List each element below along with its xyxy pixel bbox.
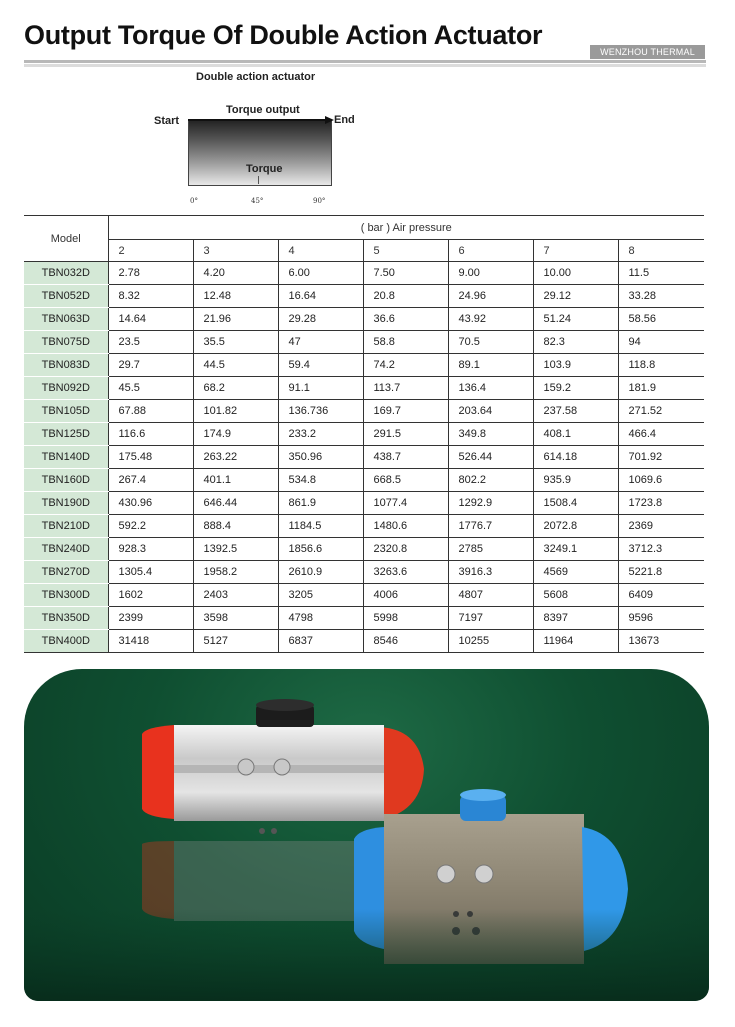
torque-value-cell: 23.5 <box>108 331 193 354</box>
table-row <box>24 354 704 377</box>
pressure-col-header: 2 <box>108 240 193 262</box>
torque-value-cell: 89.1 <box>448 354 533 377</box>
diagram-torque-tick <box>258 176 259 184</box>
diagram-start-label: Start <box>154 115 180 127</box>
torque-value-cell: 401.1 <box>193 469 278 492</box>
torque-value-cell: 7197 <box>448 607 533 630</box>
actuators-illustration <box>24 669 709 1001</box>
torque-value-cell: 267.4 <box>108 469 193 492</box>
header-rule <box>24 60 706 63</box>
model-cell: TBN210D <box>24 515 108 538</box>
torque-value-cell: 43.92 <box>448 308 533 331</box>
torque-value-cell: 24.96 <box>448 285 533 308</box>
table-row <box>24 377 704 400</box>
torque-value-cell: 438.7 <box>363 446 448 469</box>
diagram-torque-label: Torque <box>246 163 283 175</box>
torque-value-cell: 29.28 <box>278 308 363 331</box>
torque-value-cell: 3205 <box>278 584 363 607</box>
model-cell: TBN240D <box>24 538 108 561</box>
diagram-end-label: End <box>334 114 355 126</box>
torque-value-cell: 1480.6 <box>363 515 448 538</box>
torque-value-cell: 861.9 <box>278 492 363 515</box>
torque-value-cell: 31418 <box>108 630 193 653</box>
torque-value-cell: 58.8 <box>363 331 448 354</box>
torque-value-cell: 2399 <box>108 607 193 630</box>
torque-value-cell: 408.1 <box>533 423 618 446</box>
torque-value-cell: 29.7 <box>108 354 193 377</box>
diagram-output-label: Torque output <box>226 104 300 116</box>
pressure-header: ( bar ) Air pressure <box>108 216 704 240</box>
torque-value-cell: 4.20 <box>193 262 278 285</box>
torque-value-cell: 159.2 <box>533 377 618 400</box>
torque-value-cell: 4807 <box>448 584 533 607</box>
torque-value-cell: 174.9 <box>193 423 278 446</box>
table-row <box>24 561 704 584</box>
table-row <box>24 308 704 331</box>
pressure-col-header: 4 <box>278 240 363 262</box>
torque-value-cell: 701.92 <box>618 446 704 469</box>
diagram-title: Double action actuator <box>196 71 316 83</box>
torque-value-cell: 614.18 <box>533 446 618 469</box>
torque-value-cell: 5998 <box>363 607 448 630</box>
model-cell: TBN125D <box>24 423 108 446</box>
torque-value-cell: 4569 <box>533 561 618 584</box>
model-cell: TBN063D <box>24 308 108 331</box>
torque-value-cell: 14.64 <box>108 308 193 331</box>
torque-value-cell: 10255 <box>448 630 533 653</box>
torque-value-cell: 113.7 <box>363 377 448 400</box>
torque-value-cell: 3598 <box>193 607 278 630</box>
pressure-col-header: 6 <box>448 240 533 262</box>
torque-value-cell: 12.48 <box>193 285 278 308</box>
torque-value-cell: 466.4 <box>618 423 704 446</box>
torque-value-cell: 68.2 <box>193 377 278 400</box>
product-photo <box>24 669 709 1001</box>
torque-value-cell: 136.736 <box>278 400 363 423</box>
table-row <box>24 515 704 538</box>
torque-value-cell: 646.44 <box>193 492 278 515</box>
torque-value-cell: 1856.6 <box>278 538 363 561</box>
table-row <box>24 262 704 285</box>
torque-value-cell: 1602 <box>108 584 193 607</box>
torque-value-cell: 928.3 <box>108 538 193 561</box>
torque-value-cell: 169.7 <box>363 400 448 423</box>
model-cell: TBN350D <box>24 607 108 630</box>
torque-value-cell: 21.96 <box>193 308 278 331</box>
table-row <box>24 607 704 630</box>
torque-value-cell: 8397 <box>533 607 618 630</box>
torque-value-cell: 10.00 <box>533 262 618 285</box>
torque-value-cell: 1776.7 <box>448 515 533 538</box>
table-row <box>24 446 704 469</box>
angle-label-90: 90° <box>313 197 326 205</box>
torque-value-cell: 2785 <box>448 538 533 561</box>
torque-value-cell: 47 <box>278 331 363 354</box>
torque-value-cell: 33.28 <box>618 285 704 308</box>
table-row <box>24 331 704 354</box>
model-cell: TBN083D <box>24 354 108 377</box>
torque-value-cell: 888.4 <box>193 515 278 538</box>
torque-value-cell: 116.6 <box>108 423 193 446</box>
torque-value-cell: 1069.6 <box>618 469 704 492</box>
model-cell: TBN190D <box>24 492 108 515</box>
torque-value-cell: 8546 <box>363 630 448 653</box>
torque-value-cell: 1077.4 <box>363 492 448 515</box>
torque-value-cell: 103.9 <box>533 354 618 377</box>
torque-value-cell: 2.78 <box>108 262 193 285</box>
torque-value-cell: 101.82 <box>193 400 278 423</box>
torque-value-cell: 44.5 <box>193 354 278 377</box>
torque-value-cell: 2403 <box>193 584 278 607</box>
torque-value-cell: 1958.2 <box>193 561 278 584</box>
torque-value-cell: 20.8 <box>363 285 448 308</box>
torque-value-cell: 802.2 <box>448 469 533 492</box>
torque-table <box>24 215 704 653</box>
torque-value-cell: 51.24 <box>533 308 618 331</box>
torque-value-cell: 2320.8 <box>363 538 448 561</box>
torque-value-cell: 291.5 <box>363 423 448 446</box>
pressure-col-header: 7 <box>533 240 618 262</box>
torque-value-cell: 35.5 <box>193 331 278 354</box>
brand-tag: WENZHOU THERMAL <box>590 45 705 59</box>
torque-value-cell: 70.5 <box>448 331 533 354</box>
page-title: Output Torque Of Double Action Actuator <box>24 20 543 50</box>
torque-value-cell: 935.9 <box>533 469 618 492</box>
torque-value-cell: 271.52 <box>618 400 704 423</box>
pressure-col-header: 8 <box>618 240 704 262</box>
model-cell: TBN140D <box>24 446 108 469</box>
torque-value-cell: 5221.8 <box>618 561 704 584</box>
torque-value-cell: 6.00 <box>278 262 363 285</box>
torque-value-cell: 82.3 <box>533 331 618 354</box>
torque-value-cell: 16.64 <box>278 285 363 308</box>
model-cell: TBN032D <box>24 262 108 285</box>
torque-arrow-icon <box>188 116 334 124</box>
torque-value-cell: 3263.6 <box>363 561 448 584</box>
torque-value-cell: 2369 <box>618 515 704 538</box>
model-cell: TBN092D <box>24 377 108 400</box>
torque-value-cell: 592.2 <box>108 515 193 538</box>
torque-value-cell: 430.96 <box>108 492 193 515</box>
angle-label-45: 45° <box>251 197 264 205</box>
model-header: Model <box>24 216 108 262</box>
torque-gradient-box <box>188 119 332 186</box>
torque-value-cell: 534.8 <box>278 469 363 492</box>
torque-value-cell: 1508.4 <box>533 492 618 515</box>
torque-value-cell: 5127 <box>193 630 278 653</box>
torque-value-cell: 29.12 <box>533 285 618 308</box>
table-row <box>24 469 704 492</box>
torque-value-cell: 136.4 <box>448 377 533 400</box>
table-row <box>24 630 704 653</box>
table-row <box>24 285 704 308</box>
torque-value-cell: 263.22 <box>193 446 278 469</box>
torque-value-cell: 59.4 <box>278 354 363 377</box>
torque-value-cell: 91.1 <box>278 377 363 400</box>
torque-value-cell: 11.5 <box>618 262 704 285</box>
torque-value-cell: 2072.8 <box>533 515 618 538</box>
model-cell: TBN300D <box>24 584 108 607</box>
table-row <box>24 400 704 423</box>
torque-value-cell: 237.58 <box>533 400 618 423</box>
torque-value-cell: 74.2 <box>363 354 448 377</box>
torque-value-cell: 6409 <box>618 584 704 607</box>
torque-value-cell: 45.5 <box>108 377 193 400</box>
torque-value-cell: 175.48 <box>108 446 193 469</box>
torque-value-cell: 8.32 <box>108 285 193 308</box>
torque-value-cell: 9.00 <box>448 262 533 285</box>
model-cell: TBN270D <box>24 561 108 584</box>
table-row <box>24 492 704 515</box>
torque-value-cell: 4798 <box>278 607 363 630</box>
torque-value-cell: 3916.3 <box>448 561 533 584</box>
torque-value-cell: 7.50 <box>363 262 448 285</box>
model-cell: TBN075D <box>24 331 108 354</box>
angle-label-0: 0° <box>190 197 198 205</box>
torque-value-cell: 203.64 <box>448 400 533 423</box>
pressure-col-header: 3 <box>193 240 278 262</box>
torque-value-cell: 6837 <box>278 630 363 653</box>
torque-value-cell: 1184.5 <box>278 515 363 538</box>
model-cell: TBN160D <box>24 469 108 492</box>
torque-value-cell: 13673 <box>618 630 704 653</box>
torque-value-cell: 5608 <box>533 584 618 607</box>
torque-value-cell: 233.2 <box>278 423 363 446</box>
torque-value-cell: 67.88 <box>108 400 193 423</box>
torque-diagram <box>140 68 380 213</box>
table-row <box>24 584 704 607</box>
torque-value-cell: 1392.5 <box>193 538 278 561</box>
torque-value-cell: 1723.8 <box>618 492 704 515</box>
model-cell: TBN400D <box>24 630 108 653</box>
torque-value-cell: 350.96 <box>278 446 363 469</box>
torque-value-cell: 9596 <box>618 607 704 630</box>
torque-value-cell: 94 <box>618 331 704 354</box>
torque-value-cell: 349.8 <box>448 423 533 446</box>
torque-value-cell: 4006 <box>363 584 448 607</box>
torque-value-cell: 526.44 <box>448 446 533 469</box>
torque-value-cell: 36.6 <box>363 308 448 331</box>
model-cell: TBN052D <box>24 285 108 308</box>
pressure-col-header: 5 <box>363 240 448 262</box>
torque-value-cell: 118.8 <box>618 354 704 377</box>
header-rule-light <box>24 64 706 67</box>
torque-value-cell: 2610.9 <box>278 561 363 584</box>
torque-value-cell: 3249.1 <box>533 538 618 561</box>
torque-value-cell: 1305.4 <box>108 561 193 584</box>
torque-value-cell: 11964 <box>533 630 618 653</box>
torque-value-cell: 181.9 <box>618 377 704 400</box>
table-row <box>24 538 704 561</box>
torque-value-cell: 668.5 <box>363 469 448 492</box>
torque-value-cell: 3712.3 <box>618 538 704 561</box>
model-cell: TBN105D <box>24 400 108 423</box>
table-row <box>24 423 704 446</box>
torque-value-cell: 1292.9 <box>448 492 533 515</box>
torque-value-cell: 58.56 <box>618 308 704 331</box>
